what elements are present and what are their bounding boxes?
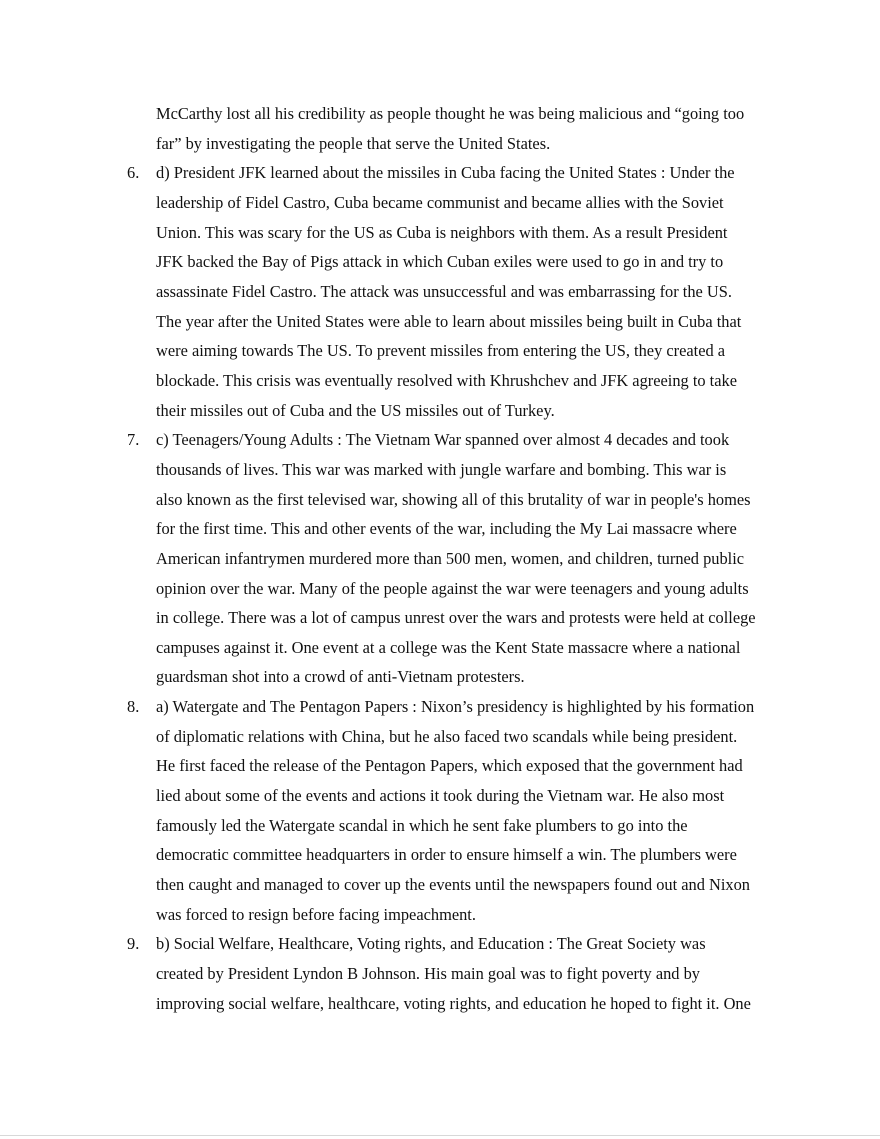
- text-line: The year after the United States were able to learn about missiles being built in Cuba that: [156, 311, 742, 331]
- text-line: thousands of lives. This war was marked with jungle warfare and bombing. This war is: [156, 459, 727, 479]
- list-item-number: 7.: [127, 430, 140, 450]
- text-line: created by President Lyndon B Johnson. His main goal was to fight poverty and by: [156, 964, 700, 984]
- text-line: was forced to resign before facing impeachment.: [156, 904, 476, 924]
- text-line: leadership of Fidel Castro, Cuba became communist and became allies with the Soviet: [156, 192, 724, 212]
- text-line: b) Social Welfare, Healthcare, Voting rights, and Education : The Great Society was: [156, 934, 706, 954]
- text-line: were aiming towards The US. To prevent missiles from entering the US, they created a: [156, 341, 726, 361]
- text-line: Union. This was scary for the US as Cuba is neighbors with them. As a result President: [156, 222, 728, 242]
- text-line: also known as the first televised war, showing all of this brutality of war in people's homes: [156, 489, 751, 509]
- text-line: democratic committee headquarters in order to ensure himself a win. The plumbers were: [156, 845, 737, 865]
- list-item-number: 8.: [127, 697, 140, 717]
- text-line: their missiles out of Cuba and the US missiles out of Turkey.: [156, 400, 555, 420]
- text-line: guardsman shot into a crowd of anti-Vietnam protesters.: [156, 667, 525, 687]
- list-item-6: [127, 158, 786, 425]
- text-line: American infantrymen murdered more than 500 men, women, and children, turned public: [156, 548, 745, 568]
- text-line: far” by investigating the people that serve the United States.: [156, 133, 551, 153]
- page-bottom-edge: [0, 1135, 880, 1136]
- text-line: improving social welfare, healthcare, voting rights, and education he hoped to fight it. One: [156, 993, 751, 1013]
- text-line: JFK backed the Bay of Pigs attack in which Cuban exiles were used to go in and try to: [156, 252, 724, 272]
- text-line: c) Teenagers/Young Adults : The Vietnam War spanned over almost 4 decades and took: [156, 430, 730, 450]
- text-line: blockade. This crisis was eventually resolved with Khrushchev and JFK agreeing to take: [156, 370, 737, 390]
- list-item-number: 6.: [127, 163, 140, 183]
- text-line: opinion over the war. Many of the people against the war were teenagers and young adults: [156, 578, 749, 598]
- list-item-8: [127, 692, 786, 929]
- continuation-paragraph: [156, 99, 786, 158]
- text-line: for the first time. This and other events of the war, including the My Lai massacre where: [156, 519, 737, 539]
- list-item-7: [127, 425, 786, 692]
- text-line: of diplomatic relations with China, but he also faced two scandals while being president.: [156, 726, 738, 746]
- list-item-9: [127, 929, 786, 1018]
- text-line: then caught and managed to cover up the events until the newspapers found out and Nixon: [156, 875, 751, 895]
- text-line: lied about some of the events and actions it took during the Vietnam war. He also most: [156, 786, 725, 806]
- text-line: a) Watergate and The Pentagon Papers : Nixon’s presidency is highlighted by his formation: [156, 697, 755, 717]
- text-line: assassinate Fidel Castro. The attack was unsuccessful and was embarrassing for the US.: [156, 281, 732, 301]
- list-item-number: 9.: [127, 934, 140, 954]
- text-line: d) President JFK learned about the missiles in Cuba facing the United States : Under the: [156, 163, 735, 183]
- text-line: He first faced the release of the Pentagon Papers, which exposed that the government had: [156, 756, 743, 776]
- text-line: McCarthy lost all his credibility as people thought he was being malicious and “going too: [156, 104, 745, 123]
- text-line: famously led the Watergate scandal in which he sent fake plumbers to go into the: [156, 815, 688, 835]
- text-line: in college. There was a lot of campus unrest over the wars and protests were held at college: [156, 608, 756, 628]
- document-body: [127, 99, 786, 1018]
- text-line: campuses against it. One event at a college was the Kent State massacre where a national: [156, 637, 741, 657]
